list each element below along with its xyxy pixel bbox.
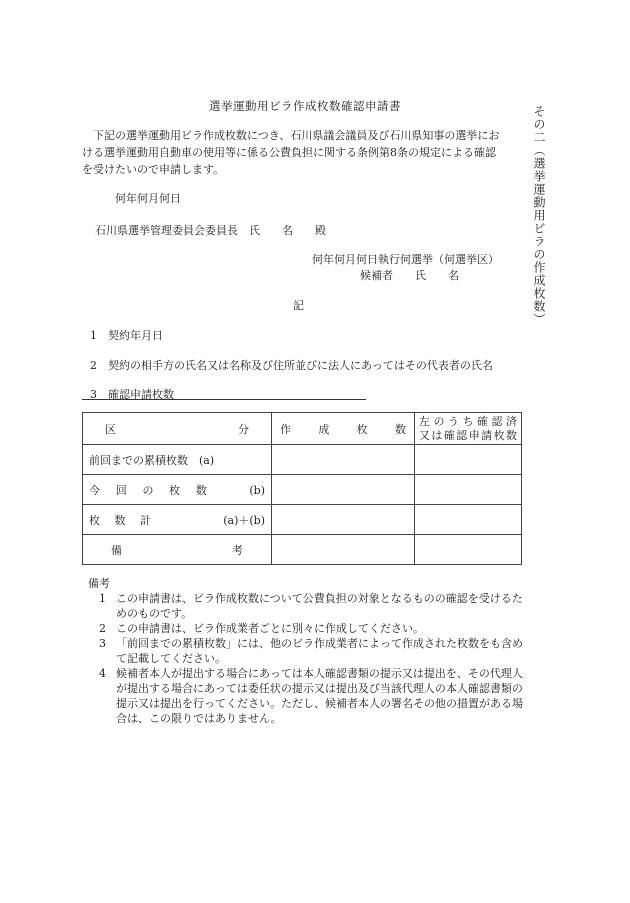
intro-line-1: 下記の選挙運動用ビラ作成枚数につき、石川県議会議員及び石川県知事の選挙にお xyxy=(82,129,500,142)
row-label-current: 今回の枚数 (b) xyxy=(83,475,272,505)
item-3: 3 確認申請枚数 xyxy=(90,388,174,401)
cell-previous-confirmed xyxy=(415,445,522,475)
document-title: 選挙運動用ビラ作成枚数確認申請書 xyxy=(209,99,401,113)
note-item: 2 この申請書は、ビラ作成業者ごとに別々に作成してください。 xyxy=(99,622,424,635)
header-category: 区 分 xyxy=(83,413,272,445)
note-item: 4 候補者本人が提出する場合にあっては本人確認書類の提示又は提出を、その代理人が提出する場合にあっては委任状の提示又は提出及び当該代理人の本人確認書類の提示又は提出を行ってください。ただし、候補者本人の署名その他の措置がある場合は、この限りではありません。 xyxy=(99,667,523,725)
candidate-name: 候補者 氏 名 xyxy=(360,269,459,282)
ki-marker: 記 xyxy=(293,299,304,312)
row-label-previous: 前回までの累積枚数 (a) xyxy=(83,445,272,475)
cell-previous-created xyxy=(272,445,415,475)
table-row xyxy=(83,445,522,475)
count-table xyxy=(82,412,522,565)
intro-line-3: を受けたいので申請します。 xyxy=(82,163,225,176)
notes-heading: 備考 xyxy=(88,577,110,590)
table-row xyxy=(83,535,522,565)
notes-section xyxy=(82,576,527,726)
intro-line-2: ける選挙運動用自動車の使用等に係る公費負担に関する条例第8条の規定による確認 xyxy=(82,146,496,159)
cell-remarks-created xyxy=(272,535,415,565)
election-name: 何年何月何日執行何選挙（何選挙区） xyxy=(312,253,499,266)
table-header-row xyxy=(83,413,522,445)
addressee: 石川県選挙管理委員会委員長 氏 名 殿 xyxy=(95,224,326,237)
row-label-remarks: 備 考 xyxy=(83,535,272,565)
row-label-total: 枚数計 (a)＋(b) xyxy=(83,505,272,535)
table-row xyxy=(83,475,522,505)
note-item: 3 「前回までの累積枚数」には、他のビラ作成業者によって作成された枚数をも含めて記載してください。 xyxy=(99,637,523,665)
application-date: 何年何月何日 xyxy=(115,192,181,205)
intro-paragraph xyxy=(82,127,522,178)
cell-total-confirmed xyxy=(415,505,522,535)
item-1: 1 契約年月日 xyxy=(90,329,163,342)
table-row xyxy=(83,505,522,535)
header-confirmed-count: 左のうち確認済 又は確認申請枚数 xyxy=(415,413,522,445)
cell-current-created xyxy=(272,475,415,505)
cell-total-created xyxy=(272,505,415,535)
side-label: その二（選挙運動用ビラの作成枚数） xyxy=(532,105,546,326)
note-item: 1 この申請書は、ビラ作成枚数について公費負担の対象となるものの確認を受けるためのものです。 xyxy=(99,592,523,620)
cell-current-confirmed xyxy=(415,475,522,505)
item-2: 2 契約の相手方の氏名又は名称及び住所並びに法人にあってはその代表者の氏名 xyxy=(90,359,493,372)
header-created-count: 作成枚数 xyxy=(272,413,415,445)
cell-remarks-confirmed xyxy=(415,535,522,565)
item-3-underline xyxy=(82,399,366,400)
